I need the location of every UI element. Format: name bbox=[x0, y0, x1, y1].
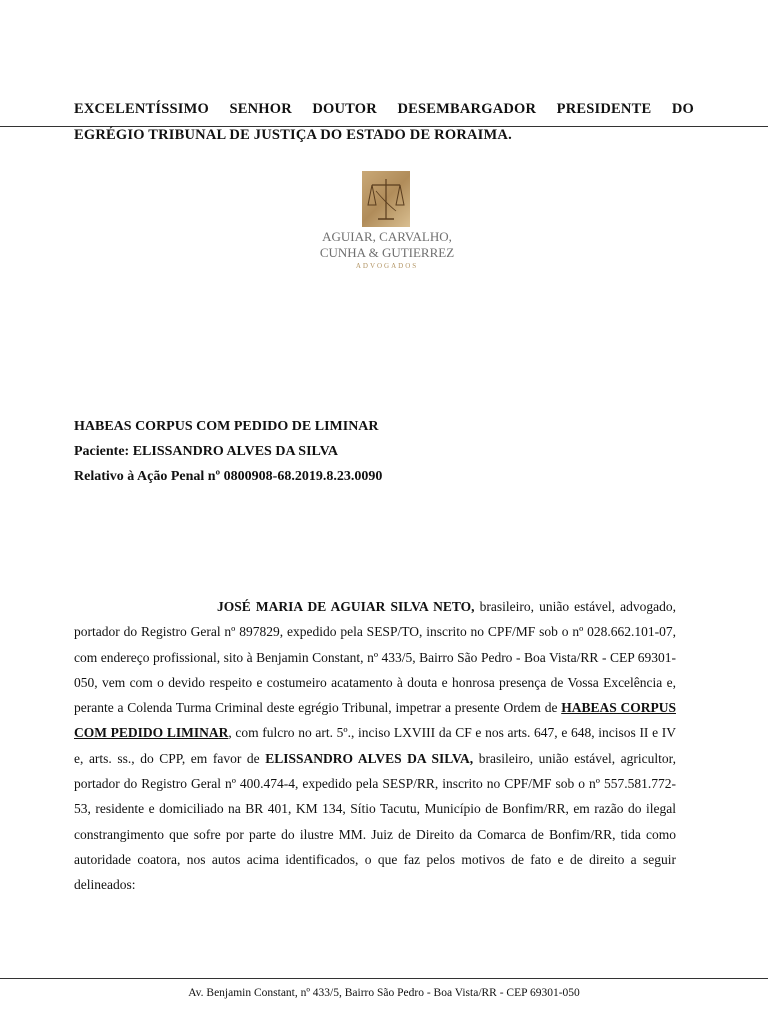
body-part-3: brasileiro, união estável, agricultor, portador do Registro Geral nº 400.474-4, expedido pela SESP/RR, inscrito no CPF/MF sob o nº 557.581.772-53, residente e domiciliado na BR 401, KM 134, Sítio Tacutu, Município de Bonfim/RR, em razão do ilegal constrangimento que sofre por parte do ilustre MM. Juiz de Direito da Comarca de Bonfim/RR, tida como autoridade coatora, nos autos acima identificados, o que faz pelos motivos de fato e de direito a seguir delineados: bbox=[74, 750, 676, 893]
petition-body bbox=[74, 594, 676, 898]
addressee-line-1 bbox=[74, 101, 694, 118]
logo-line-1: AGUIAR, CARVALHO, bbox=[322, 229, 452, 244]
addressee-word: DESEMBARGADOR bbox=[397, 101, 537, 117]
body-part-2: , com fulcro no art. 5º., inciso LXVIII da CF e nos arts. 647, e 648, incisos II e IV e, arts. ss., do CPP, em favor de bbox=[74, 725, 677, 766]
body-part-1: brasileiro, união estável, advogado, portador do Registro Geral nº 897829, expedido pela SESP/TO, inscrito no CPF/MF sob o nº 028.662.101-07, com endereço profissional, sito à Benjamin Constant, nº 433/5, Bairro São Pedro - Boa Vista/RR - CEP 69301-050, vem com o devido respeito e costumeiro acatamento à douta e honrosa presença de Vossa Excelência e, perante a Colenda Turma Criminal deste egrégio Tribunal, impetrar a presente Ordem de bbox=[74, 599, 676, 716]
lawyer-name: JOSÉ MARIA DE AGUIAR SILVA NETO, bbox=[217, 599, 475, 614]
case-patient: Paciente: ELISSANDRO ALVES DA SILVA bbox=[74, 444, 338, 459]
case-title: HABEAS CORPUS COM PEDIDO DE LIMINAR bbox=[74, 419, 379, 434]
footer-address: Av. Benjamin Constant, nº 433/5, Bairro São Pedro - Boa Vista/RR - CEP 69301-050 bbox=[188, 987, 580, 999]
addressee-word: SENHOR bbox=[229, 101, 292, 117]
order-title: HABEAS CORPUS COM PEDIDO LIMINAR bbox=[74, 700, 676, 741]
addressee-word: DO bbox=[671, 101, 694, 117]
addressee-word: PRESIDENTE bbox=[556, 101, 652, 117]
scales-of-justice-icon bbox=[362, 171, 410, 227]
footer-rule bbox=[0, 978, 768, 979]
addressee-word: EXCELENTÍSSIMO bbox=[74, 101, 209, 117]
patient-name: ELISSANDRO ALVES DA SILVA, bbox=[265, 750, 474, 766]
logo-line-2: CUNHA & GUTIERREZ bbox=[319, 245, 455, 260]
case-reference: Relativo à Ação Penal nº 0800908-68.2019.8.23.0090 bbox=[74, 469, 383, 484]
law-firm-logo bbox=[313, 165, 461, 273]
logo-line-3: ADVOGADOS bbox=[355, 262, 419, 270]
addressee-line-2: EGRÉGIO TRIBUNAL DE JUSTIÇA DO ESTADO DE RORAIMA. bbox=[74, 127, 512, 143]
addressee-word: DOUTOR bbox=[312, 101, 377, 117]
